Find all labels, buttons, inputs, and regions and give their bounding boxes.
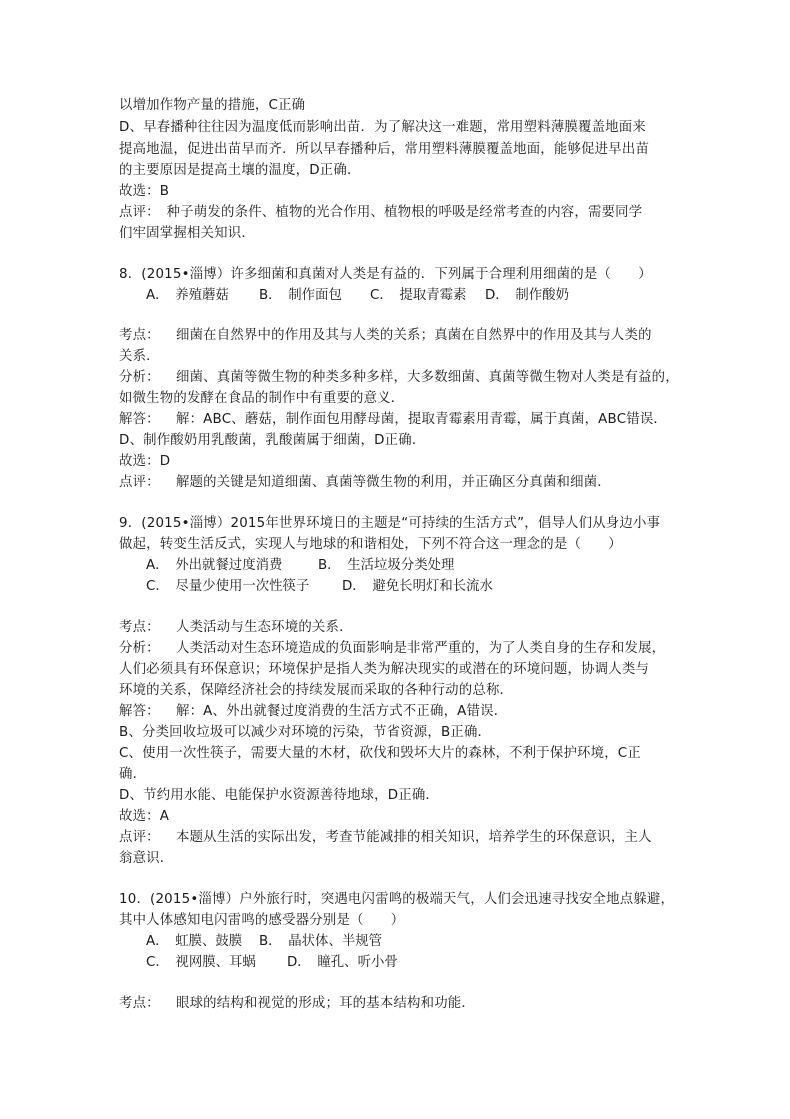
question-8-jieda <box>119 410 667 430</box>
fenxi-label: 分析： <box>119 370 160 385</box>
text-line: 以增加作物产量的措施，C正确 <box>119 98 306 113</box>
text-line: 如微生物的发酵在食品的制作中有重要的意义． <box>119 391 405 406</box>
text-line: D、制作酸奶用乳酸菌，乳酸菌属于细菌，D正确． <box>119 433 426 448</box>
text-line: B、分类回收垃圾可以减少对环境的污染，节省资源，B正确． <box>119 725 492 740</box>
question-8-option-a: A． 养殖蘑菇 <box>146 288 229 303</box>
fenxi-text: 人类活动对生态环境造成的负面影响是非常严重的，为了人类自身的生存和发展， <box>176 641 666 656</box>
kaodian-text: 眼球的结构和视觉的形成；耳的基本结构和功能． <box>176 996 475 1011</box>
jieda-text: 解：ABC、蘑菇，制作面包用酵母菌，提取青霉素用青霉，属于真菌，ABC错误． <box>176 412 668 427</box>
fenxi-text: 细菌、真菌等微生物的种类多种多样，大多数细菌、真菌等微生物对人类是有益的， <box>176 370 679 385</box>
text-line: D、早春播种往往因为温度低而影响出苗．为了解决这一难题，常用塑料薄膜覆盖地面来 <box>119 120 646 135</box>
text-line: 人们必须具有环保意识；环境保护是指人类为解决现实的或潜在的环境问题，协调人类与 <box>119 662 650 677</box>
question-9-kaodian <box>119 618 353 638</box>
question-10-option-a: A． 虹膜、鼓膜 <box>146 934 243 949</box>
dianping-text: 本题从生活的实际出发，考查节能减排的相关知识，培养学生的环保意识，主人 <box>176 830 652 845</box>
question-9-option-d: D． 避免长明灯和长流水 <box>342 579 493 594</box>
fenxi-label: 分析： <box>119 641 160 656</box>
question-8-kaodian <box>119 326 652 346</box>
text-line: 的主要原因是提高土壤的温度，D正确． <box>119 163 361 178</box>
text-line: 翁意识． <box>119 851 174 866</box>
dianping-text: 解题的关键是知道细菌、真菌等微生物的利用，并正确区分真菌和细菌． <box>176 475 611 490</box>
text-line: 提高地温，促进出苗早而齐．所以早春播种后，常用塑料薄膜覆盖地面，能够促进早出苗 <box>119 142 650 157</box>
text-line: 故选：B <box>119 184 170 199</box>
question-8-fenxi <box>119 368 679 388</box>
text-line: 其中人体感知电闪雷鸣的感受器分别是（ ） <box>119 913 405 928</box>
kaodian-label: 考点： <box>119 996 160 1011</box>
text-line: 点评： 种子萌发的条件、植物的光合作用、植物根的呼吸是经常考查的内容，需要同学 <box>119 205 643 220</box>
jieda-label: 解答： <box>119 412 160 427</box>
text-line: 们牢固掌握相关知识． <box>119 226 255 241</box>
dianping-label: 点评： <box>119 830 160 845</box>
question-9-answer: 故选：A <box>119 809 170 824</box>
question-8-option-c: C． 提取青霉素 <box>370 288 467 303</box>
text-line: 关系． <box>119 349 160 364</box>
question-10-option-b: B． 晶状体、半规管 <box>259 934 383 949</box>
question-9-dianping <box>119 828 652 848</box>
question-10-stem: 10．(2015•淄博）户外旅行时，突遇电闪雷鸣的极端天气，人们会迅速寻找安全地点躲避， <box>119 892 675 907</box>
question-10-option-c: C． 视网膜、耳蜗 <box>146 955 256 970</box>
dianping-label: 点评： <box>119 475 160 490</box>
text-line: C、使用一次性筷子，需要大量的木材，砍伐和毁坏大片的森林，不利于保护环境，C正 <box>119 746 641 761</box>
jieda-text: 解：A、外出就餐过度消费的生活方式不正确，A错误． <box>176 704 508 719</box>
question-8-dianping <box>119 473 611 493</box>
kaodian-label: 考点： <box>119 328 160 343</box>
question-8-stem: 8．(2015•淄博）许多细菌和真菌对人类是有益的．下列属于合理利用细菌的是（ ） <box>119 267 652 282</box>
kaodian-label: 考点： <box>119 620 160 635</box>
question-9-jieda <box>119 702 507 722</box>
question-9-stem: 9．(2015•淄博）2015年世界环境日的主题是“可持续的生活方式”，倡导人们从身边小事 <box>119 516 661 531</box>
question-8-option-d: D． 制作酸奶 <box>485 288 569 303</box>
question-8-answer: 故选：D <box>119 454 171 469</box>
text-line: 确． <box>119 767 147 782</box>
question-10-kaodian <box>119 994 475 1014</box>
question-9-fenxi <box>119 639 665 659</box>
jieda-label: 解答： <box>119 704 160 719</box>
kaodian-text: 人类活动与生态环境的关系． <box>176 620 353 635</box>
text-line: D、节约用水能、电能保护水资源善待地球，D正确． <box>119 788 440 803</box>
text-line: 做起，转变生活反式，实现人与地球的和谐相处，下列不符合这一理念的是（ ） <box>119 537 622 552</box>
kaodian-text: 细菌在自然界中的作用及其与人类的关系；真菌在自然界中的作用及其与人类的 <box>176 328 652 343</box>
question-8-option-b: B． 制作面包 <box>259 288 342 303</box>
question-9-option-b: B． 生活垃圾分类处理 <box>318 558 455 573</box>
question-9-option-a: A． 外出就餐过度消费 <box>146 558 283 573</box>
question-9-option-c: C． 尽量少使用一次性筷子 <box>146 579 310 594</box>
text-line: 环境的关系，保障经济社会的持续发展而采取的各种行动的总称． <box>119 683 514 698</box>
question-10-option-d: D． 瞳孔、听小骨 <box>287 955 398 970</box>
